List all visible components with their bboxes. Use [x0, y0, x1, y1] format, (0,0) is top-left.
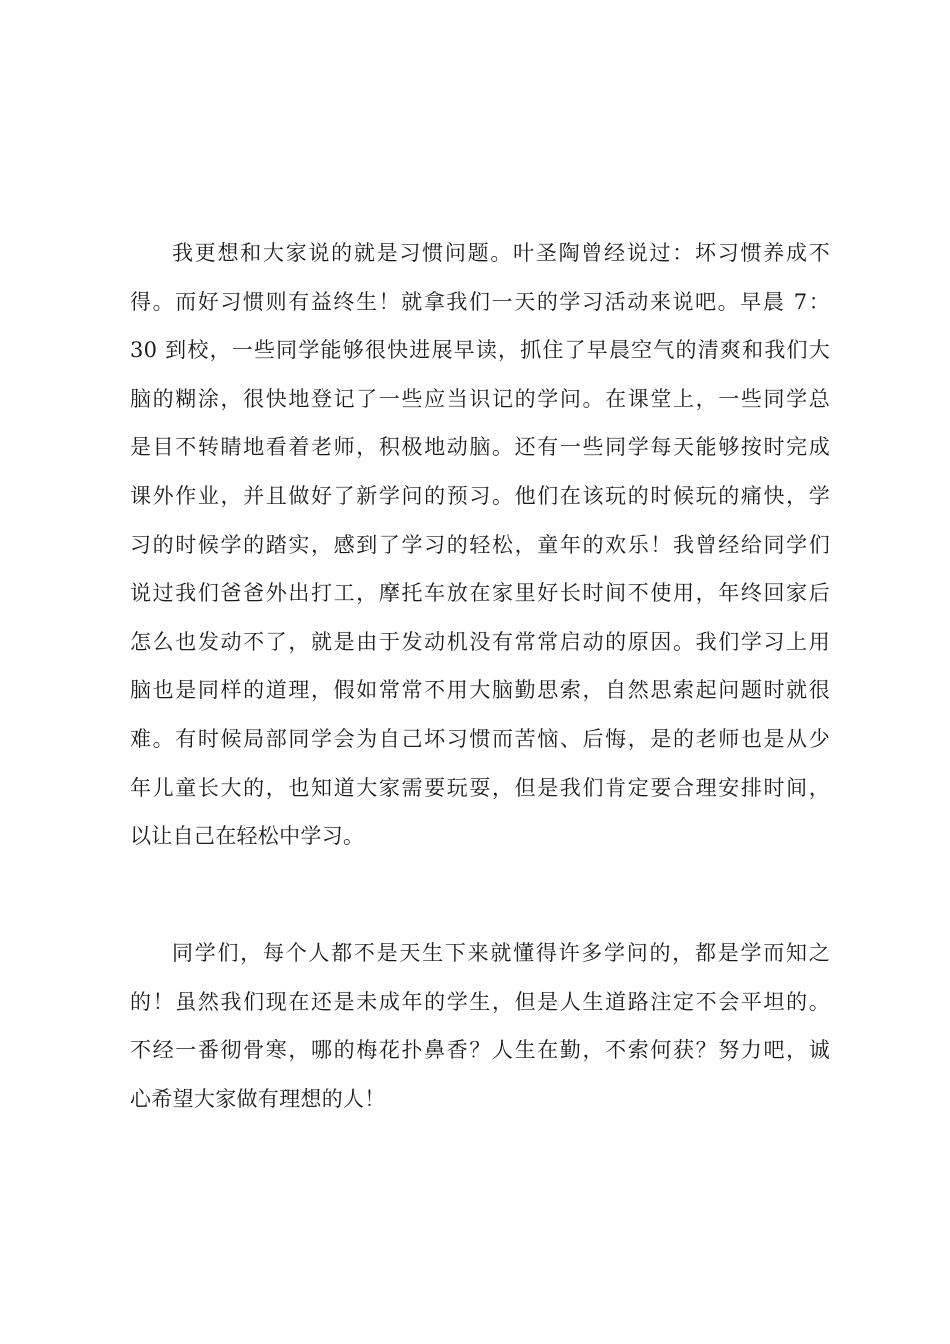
paragraph-line: 心希望大家做有理想的人！ [130, 1086, 386, 1111]
paragraph-line: 脑的糊涂，很快地登记了一些应当识记的学问。在课堂上，一些同学总 [130, 386, 830, 411]
paragraph-line: 我更想和大家说的就是习惯问题。叶圣陶曾经说过：坏习惯养成不 [172, 241, 830, 265]
paragraph-line: 年儿童长大的，也知道大家需要玩耍，但是我们肯定要合理安排时间， [130, 775, 830, 800]
paragraph-line: 怎么也发动不了，就是由于发动机没有常常启动的原因。我们学习上用 [130, 629, 830, 654]
paragraph-closing [130, 929, 830, 1123]
paragraph-line: 难。有时候局部同学会为自己坏习惯而苦恼、后悔，是的老师也是从少 [130, 726, 830, 751]
paragraph-line: 课外作业，并且做好了新学问的预习。他们在该玩的时候玩的痛快，学 [130, 483, 830, 508]
paragraph-habits [130, 229, 830, 861]
paragraph-line: 是目不转睛地看着老师，积极地动脑。还有一些同学每天能够按时完成 [130, 435, 830, 460]
paragraph-line: 30 到校，一些同学能够很快进展早读，抓住了早晨空气的清爽和我们大 [130, 338, 830, 363]
paragraph-line: 脑也是同样的道理，假如常常不用大脑勤思索，自然思索起问题时就很 [130, 678, 830, 703]
paragraph-line: 同学们，每个人都不是天生下来就懂得许多学问的，都是学而知之 [172, 941, 830, 965]
paragraph-line: 不经一番彻骨寒，哪的梅花扑鼻香？人生在勤，不索何获？努力吧，诚 [130, 1038, 830, 1063]
paragraph-line: 得。而好习惯则有益终生！就拿我们一天的学习活动来说吧。早晨 7： [130, 289, 830, 314]
paragraph-line: 的！虽然我们现在还是未成年的学生，但是人生道路注定不会平坦的。 [130, 989, 830, 1014]
paragraph-line: 说过我们爸爸外出打工，摩托车放在家里好长时间不使用，年终回家后 [130, 581, 830, 606]
paragraph-line: 习的时候学的踏实，感到了学习的轻松，童年的欢乐！我曾经给同学们 [130, 532, 830, 557]
paragraph-line: 以让自己在轻松中学习。 [130, 824, 365, 849]
